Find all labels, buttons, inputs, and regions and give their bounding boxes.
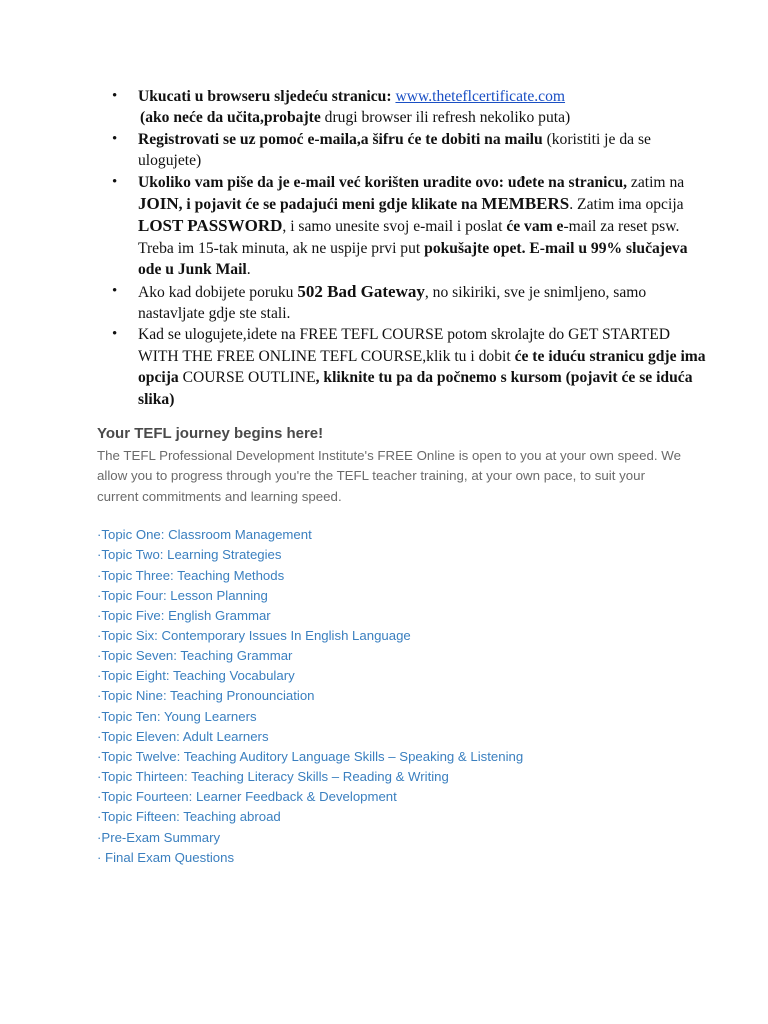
topic-link[interactable]: ·Topic Seven: Teaching Grammar [97, 648, 293, 664]
instruction-text: Kad se ulogujete,idete na FREE TEFL COURSE potom skrolajte do GET STARTED WITH THE FREE ONLINE TEFL COURSE,klik tu i dobit [138, 326, 670, 365]
instruction-text: COURSE OUTLINE [182, 369, 316, 387]
instruction-note-text: (ako neće da učita,probajte [140, 109, 321, 127]
topic-link[interactable]: ·Topic Four: Lesson Planning [97, 587, 268, 603]
topic-link[interactable]: ·Topic Twelve: Teaching Auditory Language Skills – Speaking & Listening [97, 748, 524, 764]
topic-link[interactable]: ·Topic Ten: Young Learners [97, 708, 257, 724]
screenshot-intro: The TEFL Professional Development Institute's FREE Online is open to you at your own speed. We allow you to progress through you're the TEFL teacher training, at your own pace, to suit your current commitments and learning speed. [97, 448, 681, 504]
instruction-item [110, 172, 710, 281]
screenshot-title: Your TEFL journey begins here! [97, 425, 324, 442]
bullet-icon: • [112, 282, 118, 299]
instruction-item [110, 86, 710, 129]
topic-list [97, 525, 687, 868]
bullet-icon: • [112, 326, 118, 343]
instruction-text: , i samo unesite svoj e-mail i poslat [282, 218, 507, 236]
instruction-text: Registrovati se uz pomoć e-maila,a šifru će te dobiti na mailu [138, 130, 543, 148]
bullet-icon: • [112, 88, 118, 104]
instruction-text: zatim na [627, 173, 685, 191]
topic-link[interactable]: ·Topic Eight: Teaching Vocabulary [97, 668, 295, 684]
topic-link[interactable]: ·Topic Thirteen: Teaching Literacy Skills – Reading & Writing [97, 769, 449, 785]
bullet-icon: • [112, 130, 118, 147]
instruction-text: Ukucati u browseru sljedeću stranicu: [138, 88, 396, 105]
instruction-text: , no sikiriki, sve je snimljeno, samo nastavljate gdje ste stali. [138, 283, 647, 323]
topic-link[interactable]: ·Topic Two: Learning Strategies [97, 547, 282, 563]
instruction-text: pokušajte opet. E-mail u 99% slučajeva ode u Junk Mail [138, 239, 688, 279]
instruction-text: MEMBERS [481, 194, 570, 214]
instruction-text: će vam e [506, 218, 564, 236]
instruction-item [110, 324, 710, 410]
instruction-text: 502 Bad Gateway [297, 281, 425, 301]
instruction-text: . [246, 261, 251, 279]
instruction-text: -mail za reset psw. Treba im 15-tak minuta, ak ne uspije prvi put [138, 218, 680, 257]
instruction-text: , i pojavit će se padajući meni gdje klikate na [178, 196, 482, 214]
topic-link[interactable]: ·Topic Nine: Teaching Pronounciation [97, 688, 315, 704]
topic-link[interactable]: ·Topic Three: Teaching Methods [97, 567, 285, 583]
topic-link[interactable]: · Final Exam Questions [97, 849, 235, 865]
instruction-text: LOST PASSWORD [138, 216, 283, 236]
instruction-text: Ako kad dobijete poruku [138, 283, 298, 301]
instruction-text: , kliknite tu pa da počnemo s kursom (pojavit će se iduća slika) [138, 369, 693, 408]
bullet-icon: • [112, 173, 118, 190]
topic-link[interactable]: ·Topic Fifteen: Teaching abroad [97, 809, 281, 825]
instruction-text: će te iduću stranicu gdje ima opcija [138, 347, 706, 387]
instruction-item [110, 129, 710, 172]
instruction-text: (koristiti je da se ulogujete) [138, 130, 651, 170]
topic-link[interactable]: ·Topic Fourteen: Learner Feedback & Development [97, 789, 397, 805]
instruction-text: . Zatim ima opcija [569, 196, 684, 214]
topic-link[interactable]: ·Pre-Exam Summary [97, 829, 221, 845]
topic-link[interactable]: ·Topic One: Classroom Management [97, 527, 312, 543]
instruction-text: Ukoliko vam piše da je e-mail već korišten uradite ovo: uđete na stranicu, [138, 173, 628, 191]
topic-link[interactable]: ·Topic Five: English Grammar [97, 607, 271, 623]
instruction-note [138, 107, 710, 128]
topic-link[interactable]: ·Topic Eleven: Adult Learners [97, 728, 269, 744]
instruction-list [110, 86, 710, 410]
instruction-text: JOIN [138, 194, 179, 214]
topic-link[interactable]: ·Topic Six: Contemporary Issues In English Language [97, 628, 411, 643]
instruction-note-text: drugi browser ili refresh nekoliko puta) [320, 109, 571, 127]
course-outline-screenshot [97, 424, 687, 868]
website-link[interactable]: www.theteflcertificate.com [395, 88, 566, 105]
instruction-item [110, 281, 710, 325]
